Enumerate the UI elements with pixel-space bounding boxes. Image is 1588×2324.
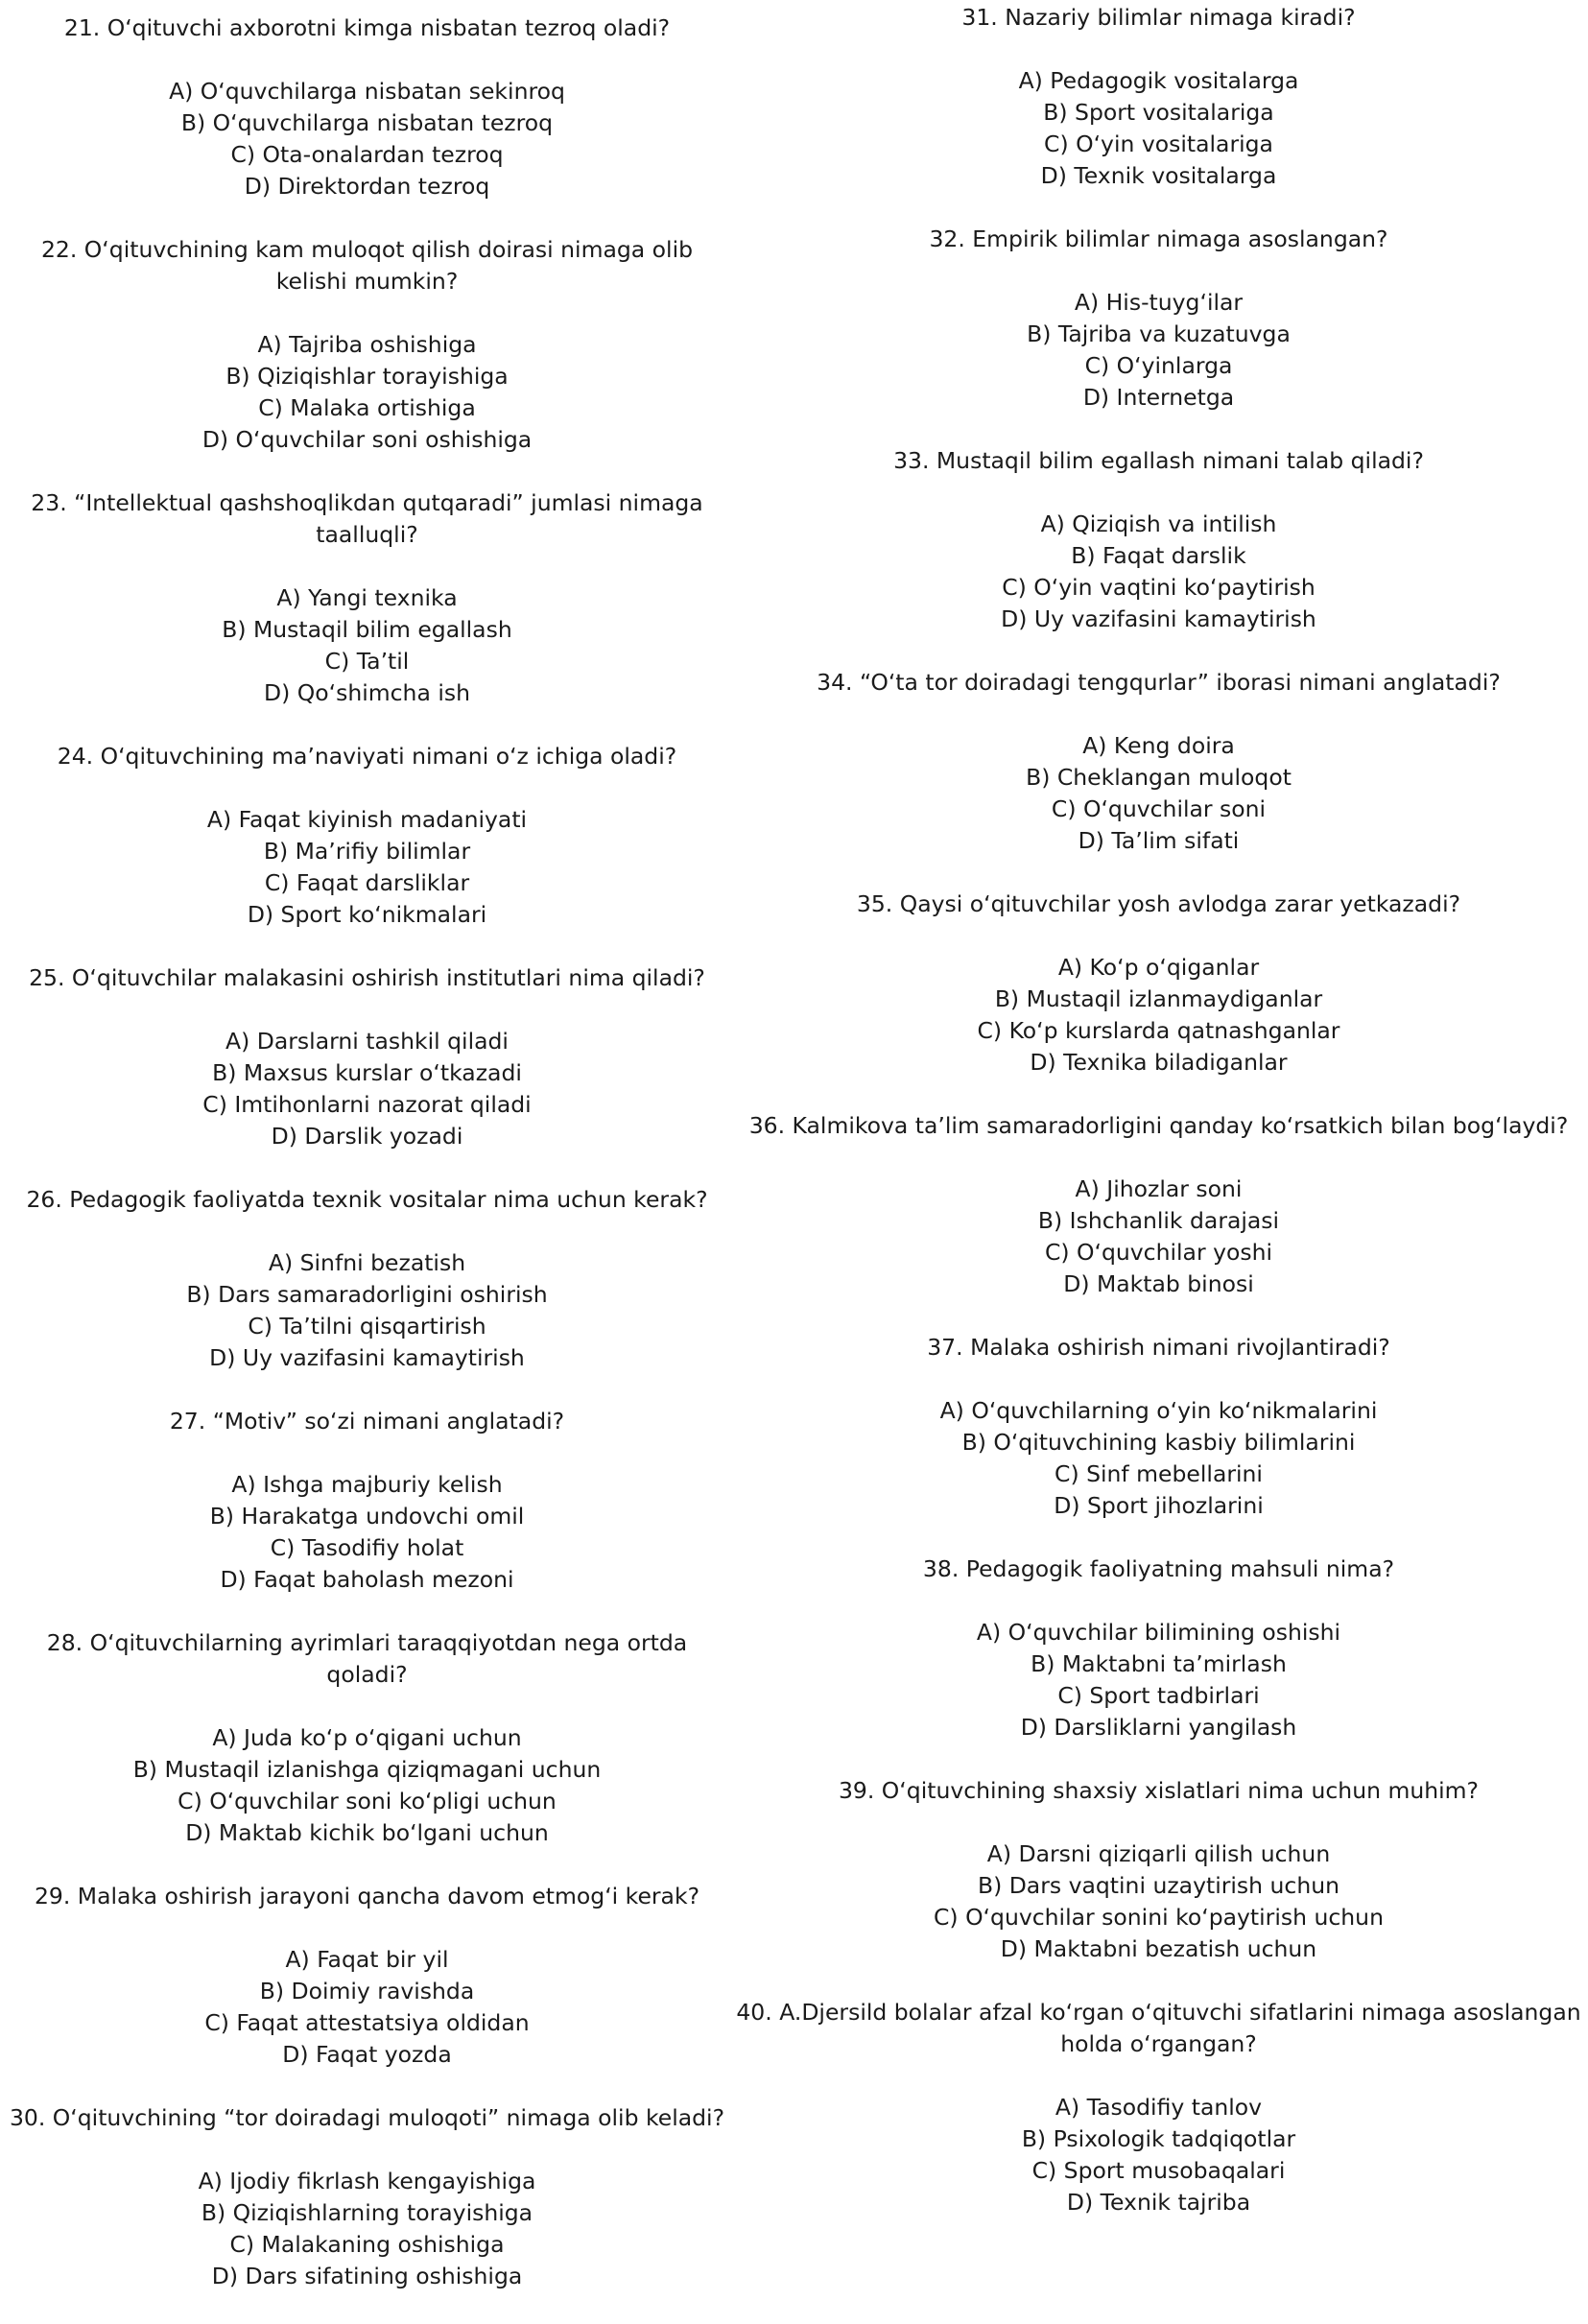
answer-option: B) Psixologik tadqiqotlar	[1021, 2125, 1296, 2152]
question-block	[0, 1406, 734, 1596]
answer-option: A) Sinfni bezatish	[268, 1249, 466, 1276]
question-block	[0, 1184, 734, 1374]
right-question-column	[729, 0, 1588, 2250]
answer-option: C) O‘yinlarga	[1084, 352, 1233, 379]
question-text: 25. O‘qituvchilar malakasini oshirish institutlari nima qiladi?	[29, 964, 705, 991]
answer-option: D) Texnik tajriba	[1066, 2189, 1251, 2216]
answer-option: D) Faqat yozda	[282, 2041, 452, 2068]
answer-option: D) Maktabni bezatish uchun	[1000, 1935, 1317, 1962]
question-text: 33. Mustaqil bilim egallash nimani talab qiladi?	[893, 447, 1424, 474]
answer-options	[0, 2166, 734, 2292]
answer-option: B) Tajriba va kuzatuvga	[1027, 320, 1291, 347]
question-text: 32. Empirik bilimlar nimaga asoslangan?	[929, 225, 1388, 252]
answer-option: B) Cheklangan muloqot	[1026, 764, 1292, 791]
answer-options	[729, 730, 1588, 857]
answer-option: D) Texnika biladiganlar	[1030, 1049, 1288, 1076]
answer-option: C) Ta’tilni qisqartirish	[248, 1313, 486, 1340]
answer-option: C) Sport musobaqalari	[1031, 2157, 1286, 2184]
answer-option: C) Tasodifiy holat	[270, 1534, 464, 1561]
answer-option: D) O‘quvchilar soni oshishiga	[201, 426, 533, 453]
answer-option: C) O‘quvchilar soni ko‘pligi uchun	[178, 1788, 557, 1814]
answer-option: C) O‘quvchilar yoshi	[1044, 1239, 1273, 1266]
answer-option: C) Sinf mebellarini	[1055, 1460, 1263, 1487]
answer-option: C) Ota-onalardan tezroq	[230, 141, 504, 168]
answer-options	[729, 1617, 1588, 1743]
answer-option: A) His-tuyg‘ilar	[1074, 289, 1244, 316]
answer-option: A) Keng doira	[1082, 732, 1235, 759]
question-text: 24. O‘qituvchining ma’naviyati nimani o‘z ichiga oladi?	[57, 743, 677, 770]
question-text: 37. Malaka oshirish nimani rivojlantiradi?	[927, 1334, 1390, 1361]
question-text: 27. “Motiv” so‘zi nimani anglatadi?	[169, 1408, 565, 1435]
answer-option: D) Sport jihozlarini	[1054, 1492, 1264, 1519]
answer-option: A) Jihozlar soni	[1075, 1175, 1243, 1202]
question-text: 38. Pedagogik faoliyatning mahsuli nima?	[922, 1555, 1395, 1582]
answer-option: B) Qiziqishlar torayishiga	[225, 363, 509, 390]
answer-option: D) Maktab binosi	[1063, 1270, 1254, 1297]
answer-option: D) Faqat baholash mezoni	[220, 1566, 514, 1593]
question-block	[0, 1627, 734, 1849]
answer-options	[729, 952, 1588, 1079]
answer-option: C) Malakaning oshishiga	[229, 2231, 505, 2258]
question-block	[0, 2102, 734, 2292]
answer-options	[0, 1469, 734, 1596]
answer-option: C) Sport tadbirlari	[1057, 1682, 1260, 1709]
answer-option: D) Dars sifatining oshishiga	[211, 2263, 523, 2289]
answer-option: B) Mustaqil bilim egallash	[222, 616, 512, 643]
answer-option: B) Sport vositalariga	[1043, 99, 1274, 126]
answer-option: D) Uy vazifasini kamaytirish	[209, 1344, 525, 1371]
answer-option: C) Faqat attestatsiya oldidan	[204, 2009, 530, 2036]
answer-option: C) Faqat darsliklar	[264, 869, 470, 896]
answer-options	[0, 1944, 734, 2071]
question-text: 23. “Intellektual qashshoqlikdan qutqaradi” jumlasi nimaga taalluqli?	[31, 489, 703, 548]
answer-option: A) O‘quvchilar bilimining oshishi	[976, 1619, 1341, 1646]
answer-options	[0, 76, 734, 202]
answer-option: C) Malaka ortishiga	[258, 394, 476, 421]
question-text: 35. Qaysi o‘qituvchilar yosh avlodga zarar yetkazadi?	[856, 890, 1461, 917]
question-block	[0, 234, 734, 456]
question-text: 29. Malaka oshirish jarayoni qancha davom etmog‘i kerak?	[34, 1883, 700, 1909]
answer-option: C) O‘yin vositalariga	[1044, 130, 1273, 157]
answer-option: A) Yangi texnika	[276, 584, 458, 611]
question-block	[729, 1775, 1588, 1965]
question-text: 39. O‘qituvchining shaxsiy xislatlari nima uchun muhim?	[838, 1777, 1480, 1804]
question-text: 22. O‘qituvchining kam muloqot qilish doirasi nimaga olib kelishi mumkin?	[40, 236, 694, 295]
answer-option: D) Sport ko‘nikmalari	[247, 901, 487, 928]
question-block	[729, 1110, 1588, 1300]
answer-option: D) Ta’lim sifati	[1078, 827, 1240, 854]
answer-options	[0, 1026, 734, 1152]
answer-option: C) Imtihonlarni nazorat qiladi	[202, 1091, 532, 1118]
answer-option: A) Faqat kiyinish madaniyati	[206, 806, 528, 833]
question-block	[729, 445, 1588, 635]
answer-options	[0, 1722, 734, 1849]
answer-option: B) Mustaqil izlanmaydiganlar	[994, 985, 1323, 1012]
answer-option: A) Tasodifiy tanlov	[1055, 2094, 1263, 2121]
question-block	[729, 1332, 1588, 1522]
answer-option: D) Internetga	[1082, 384, 1235, 411]
answer-options	[729, 2092, 1588, 2218]
answer-option: B) O‘quvchilarga nisbatan tezroq	[180, 109, 554, 136]
question-block	[729, 1997, 1588, 2218]
answer-option: B) Doimiy ravishda	[259, 1978, 475, 2004]
answer-option: A) Ijodiy fikrlash kengayishiga	[198, 2168, 536, 2194]
question-block	[729, 889, 1588, 1079]
answer-option: B) Ma’rifiy bilimlar	[263, 838, 471, 865]
answer-option: B) Faqat darslik	[1071, 542, 1246, 569]
question-block	[0, 12, 734, 202]
question-block	[729, 1553, 1588, 1743]
question-block	[729, 2, 1588, 192]
answer-option: C) Ko‘p kurslarda qatnashganlar	[977, 1017, 1340, 1044]
answer-option: B) Maktabni ta’mirlash	[1031, 1650, 1287, 1677]
answer-options	[0, 804, 734, 931]
answer-option: D) Qo‘shimcha ish	[264, 679, 470, 706]
question-block	[0, 962, 734, 1152]
question-text: 21. O‘qituvchi axborotni kimga nisbatan tezroq oladi?	[63, 14, 671, 41]
answer-option: B) Mustaqil izlanishga qiziqmagani uchun	[132, 1756, 602, 1783]
question-text: 36. Kalmikova ta’lim samaradorligini qanday ko‘rsatkich bilan bog‘laydi?	[748, 1112, 1569, 1139]
question-block	[0, 1881, 734, 2071]
answer-option: C) O‘quvchilar sonini ko‘paytirish uchun	[934, 1904, 1384, 1931]
answer-option: D) Maktab kichik bo‘lgani uchun	[185, 1819, 549, 1846]
answer-option: B) Dars samaradorligini oshirish	[186, 1281, 548, 1308]
answer-options	[729, 65, 1588, 192]
answer-option: A) O‘quvchilarning o‘yin ko‘nikmalarini	[939, 1397, 1378, 1424]
question-block	[729, 224, 1588, 414]
question-text: 31. Nazariy bilimlar nimaga kiradi?	[961, 4, 1356, 31]
answer-option: B) Harakatga undovchi omil	[209, 1503, 525, 1530]
answer-option: A) Ishga majburiy kelish	[231, 1471, 503, 1498]
answer-option: B) Qiziqishlarning torayishiga	[201, 2199, 533, 2226]
answer-option: D) Direktordan tezroq	[244, 173, 490, 200]
question-block	[729, 667, 1588, 857]
answer-options	[729, 287, 1588, 414]
answer-option: C) O‘quvchilar soni	[1051, 795, 1267, 822]
answer-option: C) O‘yin vaqtini ko‘paytirish	[1002, 574, 1315, 601]
answer-option: D) Darsliklarni yangilash	[1020, 1714, 1297, 1741]
answer-option: A) Qiziqish va intilish	[1040, 510, 1277, 537]
answer-option: A) Pedagogik vositalarga	[1018, 67, 1299, 94]
answer-option: B) Maxsus kurslar o‘tkazadi	[212, 1059, 522, 1086]
answer-options	[0, 329, 734, 456]
question-text: 40. A.Djersild bolalar afzal ko‘rgan o‘qituvchi sifatlarini nimaga asoslangan holda o‘rgangan?	[736, 1999, 1581, 2057]
answer-option: C) Ta’til	[324, 648, 410, 675]
answer-options	[729, 1395, 1588, 1522]
answer-options	[0, 1247, 734, 1374]
question-text: 28. O‘qituvchilarning ayrimlari taraqqiyotdan nega ortda qoladi?	[46, 1629, 688, 1688]
question-block	[0, 741, 734, 931]
answer-option: A) Darsni qiziqarli qilish uchun	[986, 1840, 1331, 1867]
answer-option: A) Faqat bir yil	[285, 1946, 449, 1973]
answer-options	[0, 582, 734, 709]
answer-options	[729, 509, 1588, 635]
answer-option: B) O‘qituvchining kasbiy bilimlarini	[961, 1429, 1356, 1456]
answer-option: D) Texnik vositalarga	[1040, 162, 1277, 189]
question-block	[0, 487, 734, 709]
question-text: 26. Pedagogik faoliyatda texnik vositalar nima uchun kerak?	[26, 1186, 708, 1213]
question-text: 30. O‘qituvchining “tor doiradagi muloqoti” nimaga olib keladi?	[9, 2104, 725, 2131]
answer-option: D) Darslik yozadi	[271, 1123, 463, 1150]
answer-options	[729, 1174, 1588, 1300]
answer-option: A) Juda ko‘p o‘qigani uchun	[212, 1724, 522, 1751]
answer-option: A) Ko‘p o‘qiganlar	[1057, 954, 1260, 981]
answer-option: B) Dars vaqtini uzaytirish uchun	[977, 1872, 1340, 1899]
answer-options	[729, 1838, 1588, 1965]
left-question-column	[0, 0, 734, 2324]
answer-option: B) Ishchanlik darajasi	[1037, 1207, 1280, 1234]
answer-option: A) O‘quvchilarga nisbatan sekinroq	[169, 78, 565, 105]
answer-option: A) Darslarni tashkil qiladi	[225, 1028, 509, 1055]
answer-option: D) Uy vazifasini kamaytirish	[1001, 605, 1316, 632]
answer-option: A) Tajriba oshishiga	[257, 331, 477, 358]
question-text: 34. “O‘ta tor doiradagi tengqurlar” iborasi nimani anglatadi?	[817, 669, 1501, 696]
